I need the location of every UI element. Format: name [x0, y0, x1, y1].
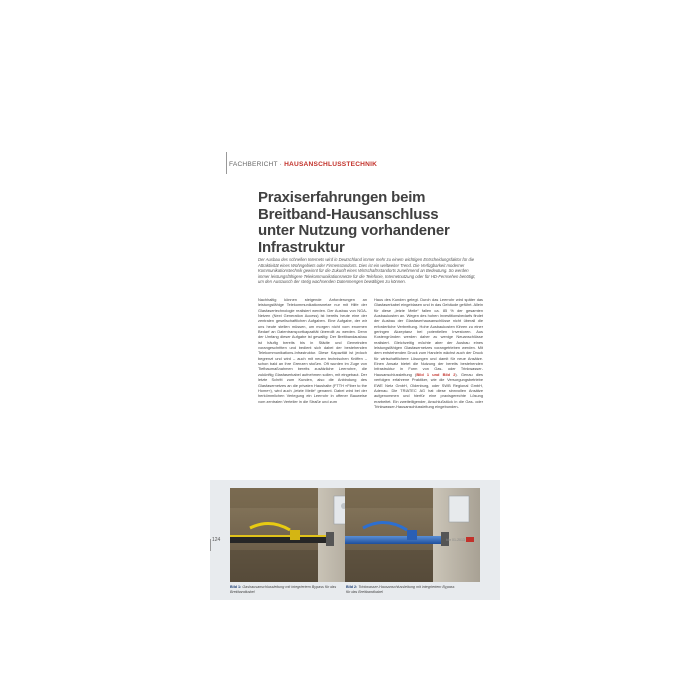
article-intro: Der Ausbau des schnellen Internets wird in Deutschland immer mehr zu einem wichtigen Entscheidungsfaktor für die Attraktivität eines Wohngebiets oder Firmenstandorts. Dies ist ein weltweiter Trend. Die Verfügbarkeit moderner Kommunikationstechnik gewinnt für die Zukunft eines Wirtschaftsstandorts zunehmend an Bedeutung. So werden immer leistungsfähigere Telekommunikationsnetze für die Telefonie, Internetnutzung oder für HD-Fernsehen benötigt, um den Austausch der stetig wachsenden Datenmengen bewältigen zu können. — [258, 257, 476, 285]
water-pipe — [345, 536, 445, 544]
section-label: FACHBERICHT — [229, 161, 278, 168]
section-header: FACHBERICHT · HAUSANSCHLUSSTECHNIK — [229, 161, 378, 168]
header-rule — [226, 152, 227, 174]
figure-label: Bild 1: — [230, 585, 242, 589]
figure-caption-2 — [346, 585, 456, 595]
page-number: 124 — [212, 537, 221, 543]
body-column-right — [374, 297, 483, 409]
footer-rule — [210, 539, 211, 551]
issue-label: bbr 01-2013 — [446, 538, 465, 542]
figure-caption-text: Trinkwasser-Hausanschlussleitung mit integriertem Bypass für das Breitbandkabel — [346, 585, 455, 594]
gas-pipe — [230, 536, 330, 543]
figure-reference: Bild 1 und Bild 2 — [416, 371, 456, 377]
figure-caption-text: Gashausanschlussleitung mit integriertem Bypass für das Breitbandkabel — [230, 585, 337, 594]
water-line-illustration — [345, 488, 480, 582]
body-text-b: ). Genau dies verfolgen erfahrene Praktiker, wie die Versorgungsbetriebe EWE Netz GmbH, Oldenburg, oder SWB Regional GmbH, Adenau. Die TRIATEC AG hat diese sinnvollen Ansätze aufgenommen und hierfür eine praxisgerechte Lösung erarbeitet. Ein zweiteiligender, Anschlußstück in die Gas- oder Trinkwasser-Hausanschlussleitung eingebunden- — [374, 371, 483, 409]
section-topic: HAUSANSCHLUSSTECHNIK — [284, 161, 378, 168]
article-title: Praxiserfahrungen beim Breitband-Hausanschluss unter Nutzung vorhandener Infrastruktur — [258, 189, 450, 256]
publisher-logo-icon — [466, 537, 474, 542]
body-text-a: Haus des Kunden gelegt. Durch das Leerrohr wird später das Glasfaserkabel eingeblasen und in das Gebäude geführt. Allein für diese „letzte Meile“ fallen ca. 85 % der gesamten Ausbaukosten an. Wegen des hohen Investitionsbedarfs findet der Ausbau der Glasfaserhausanschlüsse nicht überall die erforderliche Verbreitung. Hohe Ausbaukosten führen zu einer geringen Akzeptanz bei potentiellen Investoren. Aus Kostengründen werden daher zu wenige Neuanschlüsse realisiert. Gleichzeitig möchte aber der Ausbau eines leistungsfähigen Glasfasernetzes vorangetrieben werden. Mit dem entstehenden Druck zum Handeln wächst auch der Druck für wirtschaftlichere Lösungen und damit für neue Ansätze. Einen Ansatz bietet die Nutzung der bereits bestehenden Infrastruktur in Form von Gas- oder Trinkwasser-Hausanschlussleitung ( — [374, 297, 483, 377]
body-column-left: Nachhaltig können steigende Anforderungen an leistungsfähige Telekommunikationsnetze nur mit Hilfe der Glasfasertechnologie realisiert werden. Der Ausbau von NGA-Netzen (Next Generation Access) ist bereits heute eine der zentralen gesellschaftlichen Aufgaben. Eine Aufgabe, der wir uns heute stellen müssen, um morgen nicht vom enormen Bedarf an Datentransportkapazität überrollt zu werden. Denn der Umfang dieser Aufgabe ist gewaltig: Der Breitbandausbau ist häufig bereits bis in Städte und Gemeinden vorangeschritten und bedient sich dabei der bestehenden Telekommunikations-Infrastruktur. Diese Kapazität ist jedoch begrenzt und wird – auch mit neuen technischen Kniffen – schon bald an ihre Grenzen stoßen. Oft wurden im Zuge von Tiefbaumaßnahmen bereits zusätzliche Leerrohre, die zukünftig Glasfaserkabel aufnehmen sollen, mit eingebaut. Der letzte Schritt zum Kunden, also die Anbindung des Glasfasernetzes an die privaten Haushalte (FTTH »Fiber to the Home«), wird auch „letzte Meile“ genannt. Dabei wird bei der herkömmlichen Verlegung ein Leerrohr in offener Bauweise vom zentralen Verteiler in die Straße und zum — [258, 297, 367, 404]
meter-box — [449, 496, 469, 522]
figure-image-water-line — [345, 488, 480, 582]
figure-label: Bild 2: — [346, 585, 358, 589]
figure-caption-1 — [230, 585, 340, 595]
